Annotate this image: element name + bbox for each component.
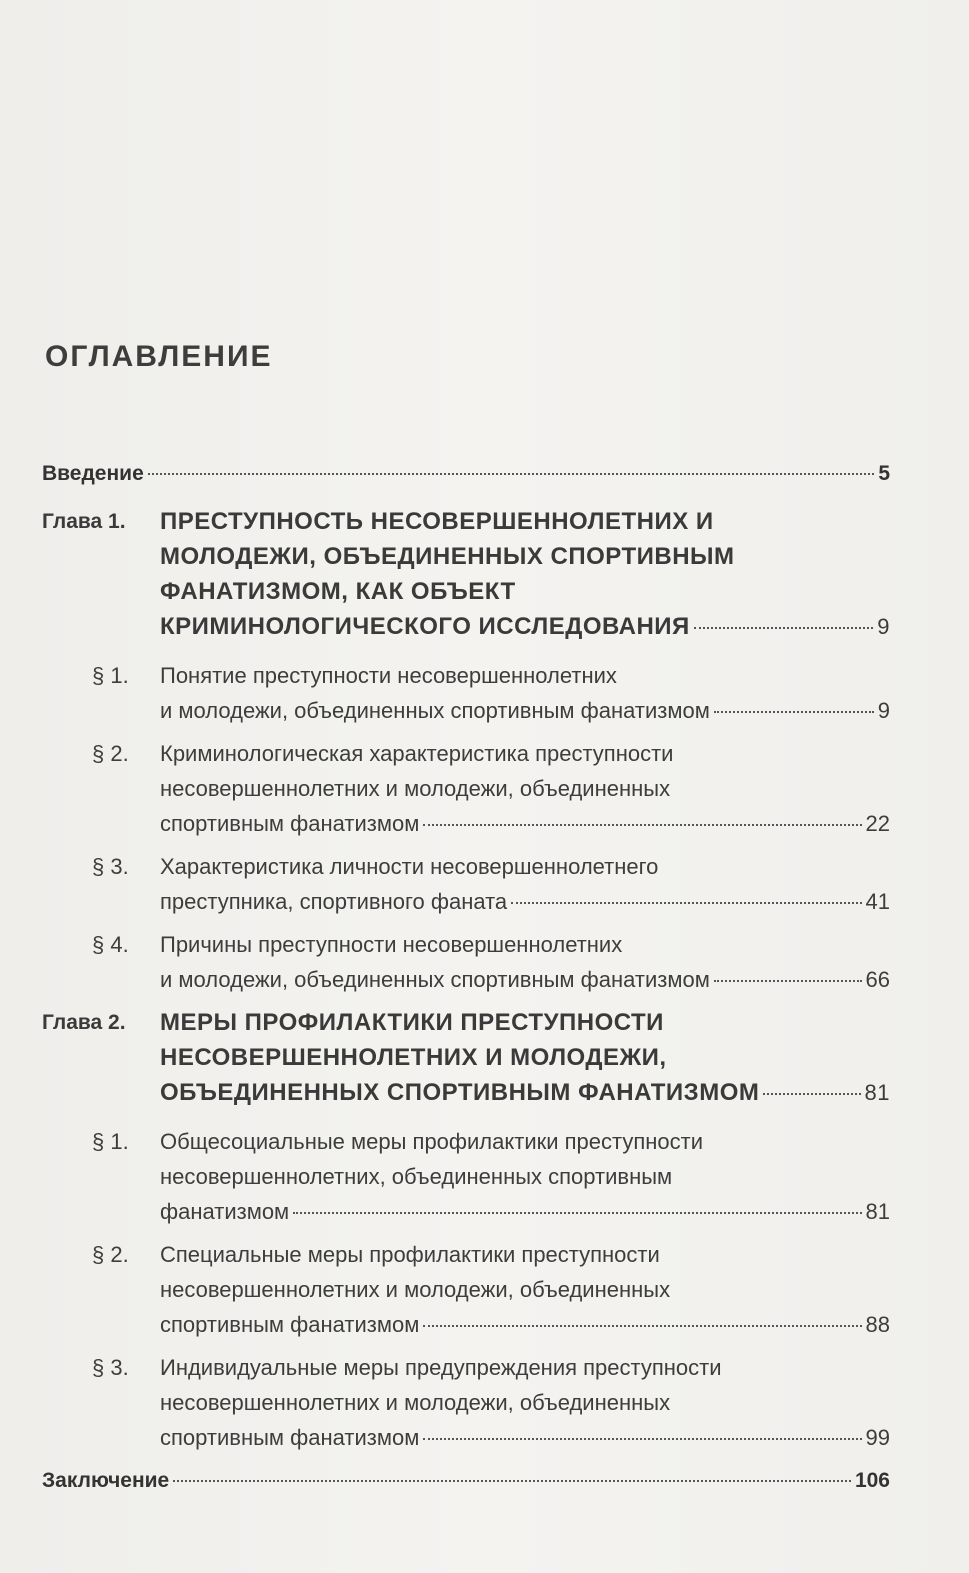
chapter-title-last-line [160,1075,890,1110]
chapter-number: Глава 1. [42,510,126,533]
section-title-line: и молодежи, объединенных спортивным фанатизмом [160,698,710,723]
chapter-title-line: ФАНАТИЗМОМ, КАК ОБЪЕКТ [160,578,516,605]
dot-leader [148,473,875,475]
toc-entry-section[interactable] [42,1237,890,1342]
chapter-title-line: ОБЪЕДИНЕННЫХ СПОРТИВНЫМ ФАНАТИЗМОМ [160,1079,760,1106]
section-title-line: спортивным фанатизмом [160,1312,420,1337]
section-title-line: Понятие преступности несовершеннолетних [160,663,617,688]
toc-entry-section[interactable] [42,658,890,728]
chapter-title-last-line [160,609,890,644]
section-title-line: и молодежи, объединенных спортивным фанатизмом [160,967,710,992]
toc-entry-section[interactable] [42,927,890,997]
section-number: § 4. [92,932,129,957]
toc-page-number: 106 [854,1469,890,1492]
toc-entry-label: Заключение [42,1469,170,1492]
section-title [160,1350,890,1455]
dot-leader [714,980,862,982]
table-of-contents [42,462,890,1511]
section-title-line: спортивным фанатизмом [160,811,420,836]
toc-entry-chapter[interactable] [42,1005,890,1110]
chapter-title-line: МЕРЫ ПРОФИЛАКТИКИ ПРЕСТУПНОСТИ [160,1009,664,1036]
section-number: § 3. [92,1355,129,1380]
section-title-line: преступника, спортивного фаната [160,889,508,914]
section-title-line: фанатизмом [160,1199,290,1224]
chapter-title-line: НЕСОВЕРШЕННОЛЕТНИХ И МОЛОДЕЖИ, [160,1044,667,1071]
toc-entry-section[interactable] [42,736,890,841]
toc-entry-intro[interactable] [42,462,890,486]
section-title-line: спортивным фанатизмом [160,1425,420,1450]
dot-leader [173,1480,851,1482]
toc-page-number: 81 [864,1080,890,1105]
dot-leader [293,1212,861,1214]
section-title-line: Криминологическая характеристика преступности [160,741,674,766]
toc-page-number: 88 [865,1312,890,1337]
dot-leader [714,711,874,713]
toc-entry-conclusion[interactable] [42,1469,890,1493]
dot-leader [763,1093,860,1095]
toc-page-number: 81 [865,1199,890,1224]
section-number: § 1. [92,1129,129,1154]
toc-page-number: 99 [865,1425,890,1450]
dot-leader [423,1325,861,1327]
section-number: § 1. [92,663,129,688]
section-title [160,658,890,728]
section-title-last-line [160,1194,890,1229]
section-title [160,1124,890,1229]
section-number: § 3. [92,854,129,879]
section-title-last-line [160,1307,890,1342]
chapter-title [160,504,890,644]
section-title-line: несовершеннолетних и молодежи, объединенных [160,1390,671,1415]
toc-entry-section[interactable] [42,1350,890,1455]
dot-leader [423,824,861,826]
chapter-number: Глава 2. [42,1011,126,1034]
toc-entry-section[interactable] [42,849,890,919]
section-title-last-line [160,884,890,919]
chapter-title-line: ПРЕСТУПНОСТЬ НЕСОВЕРШЕННОЛЕТНИХ И [160,508,714,535]
page-title: ОГЛАВЛЕНИЕ [45,340,273,373]
section-title-line: Характеристика личности несовершеннолетнего [160,854,659,879]
section-title-line: Индивидуальные меры предупреждения преступности [160,1355,722,1380]
section-title [160,927,890,997]
toc-page-number: 5 [878,462,890,485]
section-number: § 2. [92,741,129,766]
section-title-last-line [160,693,890,728]
dot-leader [511,902,861,904]
section-title [160,1237,890,1342]
toc-page-number: 22 [865,811,890,836]
chapters-list [42,504,890,1455]
dot-leader [423,1438,861,1440]
section-title [160,849,890,919]
section-title-line: Общесоциальные меры профилактики преступности [160,1129,704,1154]
section-title [160,736,890,841]
toc-entry-label: Введение [42,462,144,485]
section-title-line: несовершеннолетних и молодежи, объединенных [160,1277,671,1302]
chapter-title [160,1005,890,1110]
toc-page-number: 66 [865,967,890,992]
chapter-title-line: КРИМИНОЛОГИЧЕСКОГО ИССЛЕДОВАНИЯ [160,613,690,640]
section-title-last-line [160,1420,890,1455]
section-title-line: Специальные меры профилактики преступности [160,1242,660,1267]
toc-entry-chapter[interactable] [42,504,890,644]
chapter-title-line: МОЛОДЕЖИ, ОБЪЕДИНЕННЫХ СПОРТИВНЫМ [160,543,735,570]
section-title-line: несовершеннолетних, объединенных спортивным [160,1164,673,1189]
section-title-last-line [160,806,890,841]
toc-page-number: 9 [877,698,890,723]
toc-page-number: 41 [865,889,890,914]
toc-entry-section[interactable] [42,1124,890,1229]
toc-page-number: 9 [877,614,890,639]
section-title-last-line [160,962,890,997]
section-title-line: Причины преступности несовершеннолетних [160,932,623,957]
section-title-line: несовершеннолетних и молодежи, объединенных [160,776,671,801]
section-number: § 2. [92,1242,129,1267]
dot-leader [694,627,873,629]
